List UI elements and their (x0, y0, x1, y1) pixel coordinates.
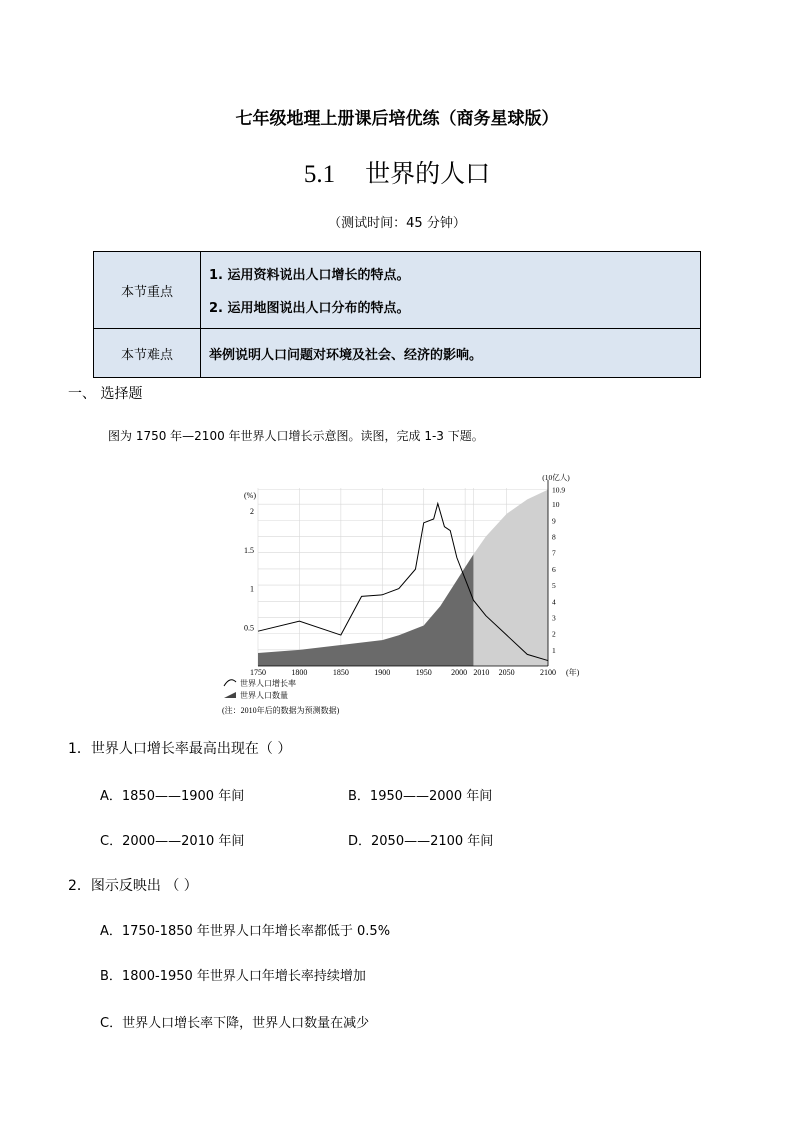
right-tick-label: 4 (552, 597, 556, 607)
x-tick-label: 1950 (415, 668, 432, 677)
question-2-option-a: A．1750-1850 年世界人口年增长率都低于 0.5% (100, 924, 391, 939)
key-points-content (201, 252, 701, 329)
chart-note: (注：2010年后的数据为预测数据) (222, 706, 340, 715)
document-title: 七年级地理上册课后培优练（商务星球版） (235, 109, 559, 129)
legend-growth-rate-icon (224, 680, 236, 686)
right-tick-label: 6 (552, 564, 556, 574)
question-2-stem: 2．图示反映出 （ ） (68, 878, 198, 894)
question-1-option-a: A．1850——1900 年间 (100, 789, 245, 804)
lesson-heading (0, 154, 794, 190)
objectives-table (93, 251, 701, 378)
question-2-option-c: C．世界人口增长率下降，世界人口数量在减少 (100, 1016, 370, 1031)
right-tick-label: 1 (552, 645, 556, 655)
test-time: （测试时间：45 分钟） (328, 216, 466, 231)
x-tick-label: 2100 (540, 668, 556, 677)
right-axis-unit: (10亿人) (542, 473, 570, 482)
left-tick-label: 2 (250, 507, 254, 517)
x-tick-label: 1800 (291, 668, 308, 677)
right-tick-label: 8 (552, 532, 556, 542)
key-point-1: 1. 运用资料说出人口增长的特点。 (209, 268, 410, 283)
key-points-row (94, 252, 701, 329)
question-1-option-d: D．2050——2100 年间 (348, 834, 494, 849)
right-tick-label: 2 (552, 629, 556, 639)
left-axis-unit: (%) (244, 491, 256, 500)
population-chart (210, 470, 590, 720)
question-2-option-b: B．1800-1950 年世界人口年增长率持续增加 (100, 969, 366, 984)
right-tick-label: 9 (552, 516, 556, 526)
x-axis-unit: (年) (566, 668, 580, 677)
difficult-point: 举例说明人口问题对环境及社会、经济的影响。 (201, 329, 701, 378)
historic-population-area (258, 554, 473, 666)
right-tick-label: 3 (552, 613, 556, 623)
legend-population-label: 世界人口数量 (240, 691, 288, 700)
key-points-label: 本节重点 (94, 252, 201, 329)
right-tick-label: 7 (552, 548, 556, 558)
right-tick-label: 5 (552, 581, 556, 591)
legend-population-icon (224, 692, 236, 698)
question-intro: 图为 1750 年—2100 年世界人口增长示意图。读图，完成 1-3 下题。 (108, 429, 484, 443)
difficult-points-row (94, 329, 701, 378)
right-tick-label: 10 (552, 500, 560, 510)
legend-growth-rate-label: 世界人口增长率 (240, 679, 296, 688)
lesson-number: 5.1 (303, 161, 336, 188)
difficult-points-label: 本节难点 (94, 329, 201, 378)
left-tick-label: 1.5 (244, 545, 254, 555)
x-tick-label: 2050 (498, 668, 515, 677)
section-title: 一、 选择题 (68, 386, 143, 402)
key-point-2: 2. 运用地图说出人口分布的特点。 (209, 301, 410, 316)
x-tick-label: 1900 (374, 668, 391, 677)
x-tick-label: 2010 (473, 668, 490, 677)
question-1-stem: 1．世界人口增长率最高出现在（ ） (68, 741, 292, 757)
x-tick-label: 2000 (451, 668, 468, 677)
right-tick-label: 10.9 (552, 485, 566, 495)
question-1-option-c: C．2000——2010 年间 (100, 834, 245, 849)
x-tick-label: 1850 (332, 668, 349, 677)
x-tick-label: 1750 (250, 668, 266, 677)
left-tick-label: 0.5 (244, 623, 254, 633)
question-1-option-b: B．1950——2000 年间 (348, 789, 493, 804)
lesson-title: 世界的人口 (365, 159, 491, 188)
left-tick-label: 1 (250, 584, 254, 594)
